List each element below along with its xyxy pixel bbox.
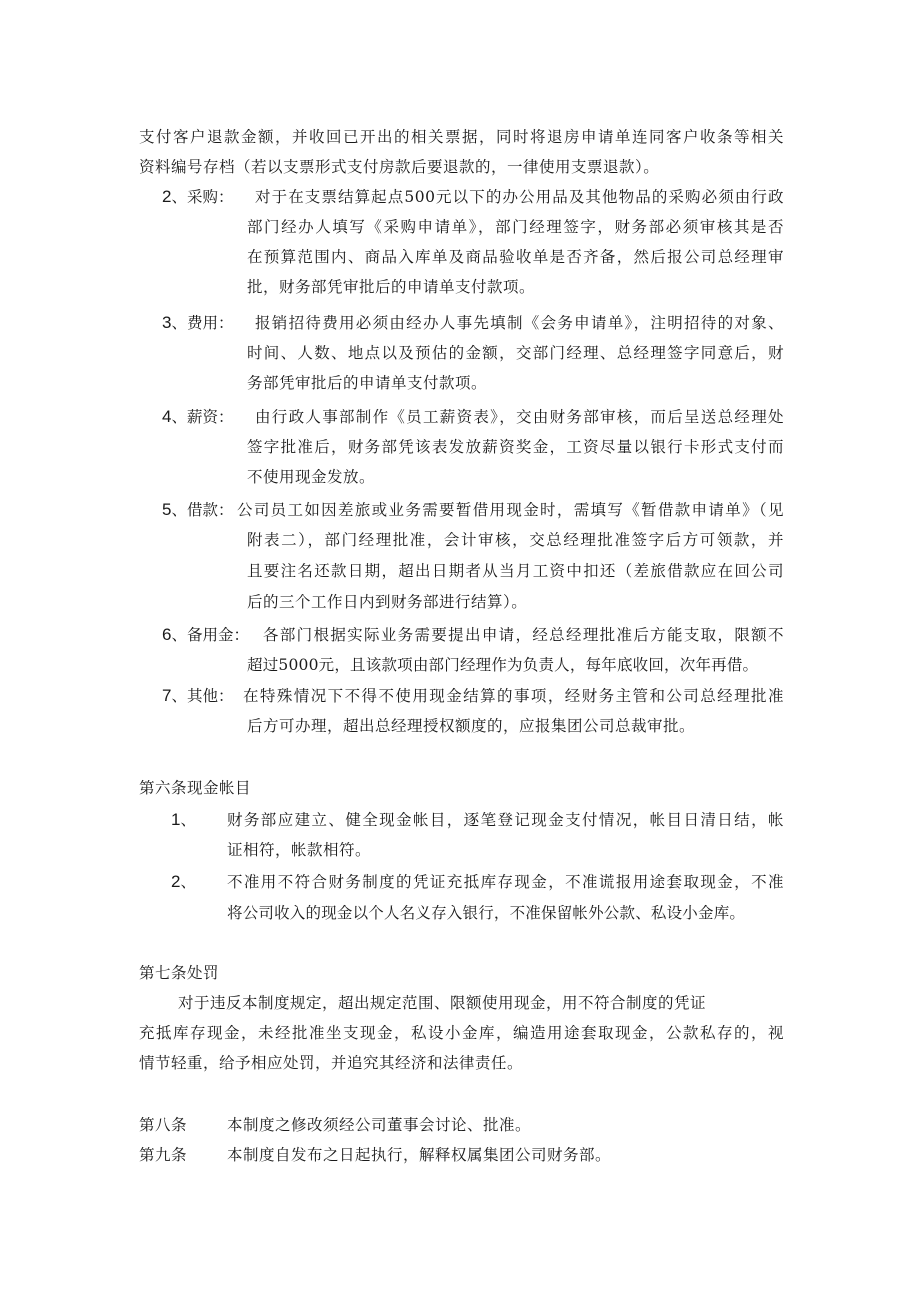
- item-4-head: [162, 407, 233, 427]
- item-2-line-2: 部门经办人填写《采购申请单》，部门经理签字，财务部必须审核其是否: [247, 218, 784, 236]
- item-6-head: [162, 625, 249, 645]
- item-5-line-2: 附表二），部门经理批准，会计审核，交总经理批准签字后方可领款，并: [247, 531, 784, 549]
- item-7-head: [162, 686, 233, 706]
- item-7-line-1: 在特殊情况下不得不使用现金结算的事项，经财务主管和公司总经理批准: [243, 687, 784, 705]
- item-number: 2: [162, 187, 172, 206]
- item-number: 3: [162, 313, 172, 332]
- item-number: 7: [162, 686, 172, 705]
- article-8-label: 第八条: [139, 1116, 188, 1134]
- item-2-line-1: 对于在支票结算起点500元以下的办公用品及其他物品的采购必须由行政: [255, 188, 784, 206]
- item-2-line-3: 在预算范围内、商品入库单及商品验收单是否齐备，然后报公司总经理审: [247, 248, 784, 266]
- article-9-text: 本制度自发布之日起执行，解释权属集团公司财务部。: [227, 1146, 612, 1164]
- item-4-line-1: 由行政人事部制作《员工薪资表》，交由财务部审核，而后呈送总经理处: [255, 408, 784, 426]
- item-5-head: [162, 500, 233, 520]
- item-label: 、其他：: [171, 687, 234, 705]
- item-label: 、采购：: [171, 188, 234, 206]
- item-number: 6: [162, 625, 172, 644]
- item-3-head: [162, 313, 233, 333]
- item-label: 、备用金：: [171, 626, 249, 644]
- item-label: 、费用：: [171, 314, 234, 332]
- item-number: 4: [162, 407, 172, 426]
- article-9-label: 第九条: [139, 1146, 188, 1164]
- item-3-line-3: 务部凭审批后的申请单支付款项。: [247, 374, 488, 392]
- article-6-item-1-line-2: 证相符，帐款相符。: [227, 841, 372, 859]
- article-6-item-1-head: [171, 810, 196, 830]
- item-label: 、借款：: [171, 501, 234, 519]
- article-7-line-2: 充抵库存现金，未经批准坐支现金，私设小金库，编造用途套取现金，公款私存的，视: [139, 1024, 784, 1042]
- item-4-line-3: 不使用现金发放。: [247, 468, 376, 486]
- article-6-title: 第六条现金帐目: [139, 779, 252, 797]
- item-number: 2: [171, 872, 181, 891]
- intro-line-2: 资料编号存档（若以支票形式支付房款后要退款的，一律使用支票退款）。: [139, 158, 660, 176]
- item-label: 、薪资：: [171, 408, 234, 426]
- item-mark: 、: [180, 811, 196, 829]
- article-7-line-1: 对于违反本制度规定，超出规定范围、限额使用现金，用不符合制度的凭证: [178, 994, 707, 1012]
- item-2-line-4: 批，财务部凭审批后的申请单支付款项。: [247, 278, 536, 296]
- item-3-line-1: 报销招待费用必须由经办人事先填制《会务申请单》，注明招待的对象、: [255, 314, 784, 332]
- item-3-line-2: 时间、人数、地点以及预估的金额，交部门经理、总经理签字同意后，财: [247, 344, 784, 362]
- item-number: 1: [171, 810, 181, 829]
- article-7-title: 第七条处罚: [139, 964, 220, 982]
- item-4-line-2: 签字批准后，财务部凭该表发放薪资奖金，工资尽量以银行卡形式支付而: [247, 438, 784, 456]
- item-6-line-2: 超过5000元，且该款项由部门经理作为负责人，每年底收回，次年再借。: [247, 656, 759, 674]
- item-6-line-1: 各部门根据实际业务需要提出申请，经总经理批准后方能支取，限额不: [263, 626, 784, 644]
- item-7-line-2: 后方可办理，超出总经理授权额度的，应报集团公司总裁审批。: [247, 717, 696, 735]
- article-6-item-2-line-2: 将公司收入的现金以个人名义存入银行，不准保留帐外公款、私设小金库。: [227, 904, 746, 922]
- intro-line-1: 支付客户退款金额，并收回已开出的相关票据，同时将退房申请单连同客户收条等相关: [139, 128, 784, 146]
- item-5-line-3: 且要注名还款日期，超出日期者从当月工资中扣还（差旅借款应在回公司: [247, 562, 784, 580]
- article-6-item-2-line-1: 不准用不符合财务制度的凭证充抵库存现金，不准谎报用途套取现金，不准: [227, 873, 784, 891]
- article-7-line-3: 情节轻重，给予相应处罚，并追究其经济和法律责任。: [139, 1054, 524, 1072]
- article-6-item-2-head: [171, 872, 196, 892]
- item-5-line-1: 公司员工如因差旅或业务需要暂借用现金时，需填写《暂借款申请单》（见: [237, 501, 784, 519]
- item-mark: 、: [180, 873, 196, 891]
- article-6-item-1-line-1: 财务部应建立、健全现金帐目，逐笔登记现金支付情况，帐目日清日结，帐: [227, 811, 784, 829]
- article-8-text: 本制度之修改须经公司董事会讨论、批准。: [227, 1116, 532, 1134]
- item-2-head: [162, 187, 233, 207]
- item-number: 5: [162, 500, 172, 519]
- item-5-line-4: 后的三个工作日内到财务部进行结算）。: [247, 593, 528, 611]
